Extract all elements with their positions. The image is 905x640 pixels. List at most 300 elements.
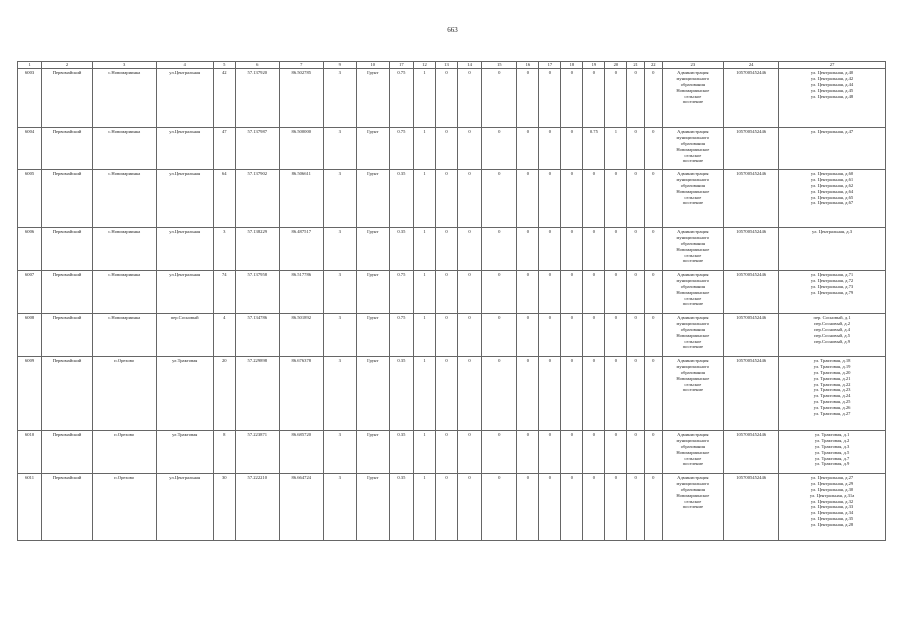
table-cell: ул.Трактовая xyxy=(156,357,213,431)
cell-line: ул. Центральная, д.35 xyxy=(810,516,854,522)
table-cell: с.Новомариинка xyxy=(92,314,156,357)
cell-line: ул. Центральная, д.48 xyxy=(810,93,854,99)
cell-line: ул. Центральная, д.47 xyxy=(810,129,854,134)
cell-line: Администрация xyxy=(677,70,709,75)
table-cell: 0.75 xyxy=(389,314,413,357)
table-cell: 57.134786 xyxy=(235,314,279,357)
table-cell: 0 xyxy=(644,314,662,357)
table-cell: 6006 xyxy=(18,228,42,271)
cell-line: ул. Центральная, д.44 xyxy=(810,81,854,87)
table-cell xyxy=(779,271,886,314)
table-cell: 1057005452446 xyxy=(724,69,779,128)
table-cell: ул.Трактовая xyxy=(156,431,213,474)
table-cell: 0 xyxy=(583,69,605,128)
cell-line: ул. Трактовая, д.23 xyxy=(813,387,851,393)
table-cell: Грунт xyxy=(356,271,389,314)
table-cell: 0 xyxy=(583,228,605,271)
table-cell: 0 xyxy=(435,271,457,314)
table-cell xyxy=(779,474,886,541)
cell-line: поселение xyxy=(682,344,703,350)
table-cell: 1057005452446 xyxy=(724,357,779,431)
column-header: 3 xyxy=(92,62,156,69)
cell-line: ул. Центральная, д.64 xyxy=(810,188,854,194)
table-cell: 0 xyxy=(517,271,539,314)
table-cell: 1 xyxy=(413,170,435,228)
table-cell: 86.685720 xyxy=(279,431,323,474)
cell-line: Новомариинское xyxy=(676,289,710,295)
table-cell: 0 xyxy=(644,474,662,541)
table-cell: 0 xyxy=(583,170,605,228)
table-cell: 0 xyxy=(561,128,583,170)
cell-line: сельское xyxy=(684,152,702,158)
column-header: 27 xyxy=(779,62,886,69)
table-cell: 0 xyxy=(482,474,517,541)
table-cell: 1057005452446 xyxy=(724,271,779,314)
table-cell: 0 xyxy=(435,474,457,541)
table-cell: Первомайский xyxy=(42,170,93,228)
table-cell: с.Новомариинка xyxy=(92,128,156,170)
table-cell: 1 xyxy=(413,431,435,474)
cell-line: Администрация xyxy=(677,171,709,176)
table-cell: 0 xyxy=(644,357,662,431)
table-cell: 57.138229 xyxy=(235,228,279,271)
table-row xyxy=(18,474,886,541)
cell-line: поселение xyxy=(682,461,703,467)
cell-line: Новомариинское xyxy=(676,87,710,93)
table-cell: 1057005452446 xyxy=(724,228,779,271)
table-cell: 47 xyxy=(213,128,235,170)
table-cell xyxy=(662,228,724,271)
table-cell: 1 xyxy=(413,474,435,541)
table-cell: ул.Центральная xyxy=(156,228,213,271)
table-row xyxy=(18,128,886,170)
table-cell xyxy=(779,128,886,170)
table-cell: 57.222210 xyxy=(235,474,279,541)
table-cell: 86.676378 xyxy=(279,357,323,431)
table-cell: 3 xyxy=(323,357,356,431)
cell-line: Новомариинское xyxy=(676,146,710,152)
table-cell: 0 xyxy=(482,128,517,170)
table-cell: 0 xyxy=(605,314,627,357)
table-cell: 0 xyxy=(627,170,645,228)
table-cell: 57.223871 xyxy=(235,431,279,474)
cell-line: Администрация xyxy=(677,358,709,363)
table-cell xyxy=(662,170,724,228)
cell-line: сельское xyxy=(684,93,702,99)
table-cell: 0 xyxy=(583,314,605,357)
cell-line: ул. Трактовая, д.2 xyxy=(814,437,850,443)
table-cell: 0 xyxy=(482,69,517,128)
table-cell: п.Орехово xyxy=(92,357,156,431)
table-cell: 0 xyxy=(517,228,539,271)
cell-line: Новомариинское xyxy=(676,375,710,381)
table-cell: 0 xyxy=(605,69,627,128)
table-cell: 57.137987 xyxy=(235,128,279,170)
column-header: 21 xyxy=(627,62,645,69)
header-row xyxy=(18,62,886,69)
cell-line: ул. Центральная, д.42 xyxy=(810,75,854,81)
cell-line: образования xyxy=(680,182,705,188)
table-cell: 0 xyxy=(435,431,457,474)
table-cell: 30 xyxy=(213,474,235,541)
table-cell: Первомайский xyxy=(42,431,93,474)
cell-line: Администрация xyxy=(677,229,709,234)
cell-line: муниципального xyxy=(676,134,710,140)
column-header: 6 xyxy=(235,62,279,69)
table-cell: 0 xyxy=(517,314,539,357)
cell-line: ул. Центральная, д.61 xyxy=(810,176,854,182)
table-cell: 74 xyxy=(213,271,235,314)
table-cell: 0 xyxy=(627,228,645,271)
table-cell: 0 xyxy=(627,271,645,314)
cell-line: Администрация xyxy=(677,272,709,277)
column-header: 17 xyxy=(539,62,561,69)
column-header: 1 xyxy=(18,62,42,69)
table-cell: 0 xyxy=(517,170,539,228)
table-cell: 0.75 xyxy=(389,271,413,314)
table-cell: 57.137920 xyxy=(235,69,279,128)
cell-line: образования xyxy=(680,326,705,332)
table-cell: 1057005452446 xyxy=(724,474,779,541)
cell-line: сельское xyxy=(684,194,702,200)
table-cell: 0 xyxy=(539,170,561,228)
table-cell: 3 xyxy=(323,228,356,271)
cell-line: Новомариинское xyxy=(676,492,710,498)
table-cell: 1057005452446 xyxy=(724,128,779,170)
table-cell: 0 xyxy=(517,69,539,128)
table-cell: 0 xyxy=(605,228,627,271)
table-cell: 1 xyxy=(413,314,435,357)
cell-line: образования xyxy=(680,240,705,246)
table-cell: 0 xyxy=(482,271,517,314)
table-cell: 0 xyxy=(644,128,662,170)
table-cell: 0 xyxy=(517,357,539,431)
table-cell: 0 xyxy=(644,271,662,314)
table-cell: 0 xyxy=(517,431,539,474)
road-registry-table xyxy=(17,61,886,541)
table-cell: 42 xyxy=(213,69,235,128)
cell-line: ул. Центральная, д.72 xyxy=(810,277,854,283)
table-cell: Первомайский xyxy=(42,128,93,170)
column-header: 18 xyxy=(561,62,583,69)
column-header: 7 xyxy=(279,62,323,69)
table-cell: 0 xyxy=(457,431,481,474)
table-cell: 0 xyxy=(605,474,627,541)
table-cell: Грунт xyxy=(356,431,389,474)
column-header: 23 xyxy=(662,62,724,69)
cell-line: ул. Трактовая, д.7 xyxy=(814,455,850,461)
table-cell xyxy=(779,170,886,228)
table-cell: 0.75 xyxy=(583,128,605,170)
cell-line: муниципального xyxy=(676,75,710,81)
table-cell: 0 xyxy=(539,474,561,541)
table-cell: Первомайский xyxy=(42,357,93,431)
cell-line: ул. Центральная, д.28 xyxy=(810,522,854,527)
table-cell: 57.137902 xyxy=(235,170,279,228)
cell-line: пер.Сосновый, д.2 xyxy=(814,320,851,326)
column-header: 16 xyxy=(517,62,539,69)
table-cell xyxy=(662,128,724,170)
table-cell: 0 xyxy=(644,431,662,474)
table-row xyxy=(18,314,886,357)
table-row xyxy=(18,228,886,271)
cell-line: ул. Центральная, д.3 xyxy=(812,229,853,234)
cell-line: ул. Трактовая, д.26 xyxy=(813,405,851,410)
table-cell: 1057005452446 xyxy=(724,170,779,228)
table-cell: 6011 xyxy=(18,474,42,541)
table-cell: 0.35 xyxy=(389,228,413,271)
table-cell: 0 xyxy=(627,128,645,170)
cell-line: образования xyxy=(680,443,705,449)
table-cell: 0 xyxy=(605,431,627,474)
table-cell: 0 xyxy=(561,314,583,357)
table-cell: 0 xyxy=(627,431,645,474)
cell-line: поселение xyxy=(682,200,703,206)
table-row xyxy=(18,357,886,431)
table-cell: с.Новомариинка xyxy=(92,69,156,128)
table-cell: 0 xyxy=(539,228,561,271)
cell-line: поселение xyxy=(682,301,703,307)
table-cell: Грунт xyxy=(356,170,389,228)
table-cell: 0 xyxy=(539,357,561,431)
page-number: 663 xyxy=(447,26,458,34)
cell-line: ул. Центральная, д.60 xyxy=(810,171,854,176)
column-header: 17 xyxy=(389,62,413,69)
column-header: 2 xyxy=(42,62,93,69)
table-cell: Первомайский xyxy=(42,228,93,271)
cell-line: ул. Центральная, д.33 xyxy=(810,504,854,510)
column-header: 5 xyxy=(213,62,235,69)
table-cell: 3 xyxy=(213,228,235,271)
table-cell: 0.35 xyxy=(389,431,413,474)
cell-line: ул. Центральная, д.65 xyxy=(810,194,854,200)
cell-line: ул. Центральная, д.67 xyxy=(810,200,854,206)
cell-line: поселение xyxy=(682,158,703,164)
table-cell: 57.137958 xyxy=(235,271,279,314)
table-cell: 3 xyxy=(323,314,356,357)
table-cell: 6003 xyxy=(18,69,42,128)
table-cell: 1057005452446 xyxy=(724,314,779,357)
cell-line: ул. Трактовая, д.20 xyxy=(813,369,851,375)
table-cell: 3 xyxy=(323,271,356,314)
cell-line: ул. Центральная, д.29 xyxy=(810,480,854,486)
table-cell: 0 xyxy=(627,314,645,357)
cell-line: сельское xyxy=(684,252,702,258)
cell-line: Администрация xyxy=(677,315,709,320)
table-cell: 86.517786 xyxy=(279,271,323,314)
table-cell: 64 xyxy=(213,170,235,228)
column-header: 4 xyxy=(156,62,213,69)
table-cell: 86.502785 xyxy=(279,69,323,128)
table-cell: 0 xyxy=(457,474,481,541)
table-cell: 6005 xyxy=(18,170,42,228)
table-cell: 0 xyxy=(627,357,645,431)
table-cell: 1 xyxy=(413,271,435,314)
column-header: 15 xyxy=(482,62,517,69)
table-cell: ул.Центральная xyxy=(156,128,213,170)
cell-line: ул. Центральная, д.40 xyxy=(810,70,854,75)
table-cell: 0 xyxy=(435,128,457,170)
table-cell: п.Орехово xyxy=(92,474,156,541)
table-cell: 0 xyxy=(583,431,605,474)
table-cell xyxy=(779,431,886,474)
table-cell: 20 xyxy=(213,357,235,431)
column-header: 9 xyxy=(323,62,356,69)
cell-line: ул. Трактовая, д.19 xyxy=(813,363,851,369)
table-cell: 0 xyxy=(627,474,645,541)
table-cell: 1 xyxy=(413,69,435,128)
table-cell xyxy=(779,228,886,271)
table-cell: 3 xyxy=(323,170,356,228)
cell-line: ул. Трактовая, д.18 xyxy=(813,358,851,363)
table-cell xyxy=(662,314,724,357)
cell-line: ул. Центральная, д.34 xyxy=(810,510,854,516)
table-cell: с.Новомариинка xyxy=(92,228,156,271)
column-header: 10 xyxy=(356,62,389,69)
cell-line: ул. Центральная, д.31а xyxy=(809,492,855,498)
cell-line: муниципального xyxy=(676,234,710,240)
cell-line: ул. Трактовая, д.25 xyxy=(813,399,851,405)
table-cell: 86.506611 xyxy=(279,170,323,228)
table-cell: 0.75 xyxy=(389,128,413,170)
table-row xyxy=(18,69,886,128)
cell-line: поселение xyxy=(682,99,703,105)
table-cell: Первомайский xyxy=(42,69,93,128)
cell-line: Новомариинское xyxy=(676,246,710,252)
table-cell: 0 xyxy=(435,357,457,431)
table-cell: ул.Центральная xyxy=(156,69,213,128)
table-cell: ул.Центральная xyxy=(156,474,213,541)
table-row xyxy=(18,170,886,228)
table-cell: 0 xyxy=(539,314,561,357)
table-cell: 6008 xyxy=(18,314,42,357)
table-cell: 0 xyxy=(583,271,605,314)
table-cell: 3 xyxy=(323,128,356,170)
table-cell xyxy=(662,474,724,541)
table-cell: 0 xyxy=(457,128,481,170)
table-cell: 3 xyxy=(323,431,356,474)
cell-line: пер. Сосновый, д.1 xyxy=(813,315,851,320)
table-cell: 8 xyxy=(213,431,235,474)
table-cell: 0 xyxy=(482,357,517,431)
cell-line: сельское xyxy=(684,381,702,387)
table-cell xyxy=(779,357,886,431)
cell-line: Новомариинское xyxy=(676,449,710,455)
table-cell: ул.Центральная xyxy=(156,271,213,314)
table-cell: 0 xyxy=(539,431,561,474)
table-cell: 0 xyxy=(457,228,481,271)
cell-line: пер.Сосновый, д.9 xyxy=(814,338,851,344)
table-cell: 0 xyxy=(644,228,662,271)
table-cell: п.Орехово xyxy=(92,431,156,474)
table-cell: 0 xyxy=(517,474,539,541)
table-cell: 0 xyxy=(644,170,662,228)
table-cell: 0.35 xyxy=(389,474,413,541)
cell-line: пер.Сосновый, д.5 xyxy=(814,332,851,338)
cell-line: Новомариинское xyxy=(676,188,710,194)
table-cell xyxy=(779,314,886,357)
cell-line: поселение xyxy=(682,258,703,264)
cell-line: ул. Трактовая, д.21 xyxy=(813,375,851,381)
table-cell: 0 xyxy=(457,357,481,431)
table-cell: 0 xyxy=(517,128,539,170)
cell-line: Новомариинское xyxy=(676,332,710,338)
table-cell: 0 xyxy=(583,474,605,541)
table-cell: 4 xyxy=(213,314,235,357)
table-cell: 0 xyxy=(539,271,561,314)
cell-line: ул. Центральная, д.45 xyxy=(810,87,854,93)
table-cell: 0 xyxy=(457,271,481,314)
table-row xyxy=(18,271,886,314)
cell-line: ул. Центральная, д.30 xyxy=(810,486,854,492)
table-cell: Грунт xyxy=(356,357,389,431)
table-cell: 0 xyxy=(627,69,645,128)
table-cell: 1 xyxy=(413,128,435,170)
table-cell: 6004 xyxy=(18,128,42,170)
cell-line: ул. Трактовая, д.5 xyxy=(814,449,850,455)
table-cell: Грунт xyxy=(356,69,389,128)
cell-line: муниципального xyxy=(676,176,710,182)
table-cell: 0 xyxy=(561,271,583,314)
cell-line: поселение xyxy=(682,504,703,510)
cell-line: сельское xyxy=(684,295,702,301)
cell-line: ул. Центральная, д.27 xyxy=(810,475,854,480)
table-cell: Грунт xyxy=(356,128,389,170)
column-header: 13 xyxy=(435,62,457,69)
table-cell xyxy=(662,271,724,314)
table-cell: 6009 xyxy=(18,357,42,431)
table-cell: 0.75 xyxy=(389,69,413,128)
cell-line: образования xyxy=(680,486,705,492)
column-header: 19 xyxy=(583,62,605,69)
table-cell: 0 xyxy=(561,357,583,431)
table-cell: 0 xyxy=(644,69,662,128)
table-cell: 0 xyxy=(605,357,627,431)
cell-line: Администрация xyxy=(677,432,709,437)
table-cell: 6010 xyxy=(18,431,42,474)
column-header: 24 xyxy=(724,62,779,69)
table-cell: 0 xyxy=(561,474,583,541)
table-cell: 0 xyxy=(561,431,583,474)
table-cell: 0 xyxy=(435,228,457,271)
table-cell: 1057005452446 xyxy=(724,431,779,474)
cell-line: образования xyxy=(680,81,705,87)
table-cell: 57.229898 xyxy=(235,357,279,431)
cell-line: ул. Центральная, д.32 xyxy=(810,498,854,504)
cell-line: сельское xyxy=(684,338,702,344)
cell-line: сельское xyxy=(684,455,702,461)
table-row xyxy=(18,431,886,474)
table-cell: пер.Сосновый xyxy=(156,314,213,357)
table-cell: 0 xyxy=(482,170,517,228)
table-cell: 3 xyxy=(323,474,356,541)
table-cell: 0 xyxy=(457,69,481,128)
table-cell: Грунт xyxy=(356,314,389,357)
cell-line: муниципального xyxy=(676,320,710,326)
cell-line: муниципального xyxy=(676,480,710,486)
table-cell: 86.664724 xyxy=(279,474,323,541)
table-cell: 0 xyxy=(435,170,457,228)
cell-line: ул. Центральная, д.62 xyxy=(810,182,854,188)
table-cell xyxy=(662,69,724,128)
table-cell xyxy=(779,69,886,128)
cell-line: образования xyxy=(680,369,705,375)
cell-line: ул. Трактовая, д.3 xyxy=(814,443,850,449)
cell-line: ул. Центральная, д.73 xyxy=(810,283,854,289)
column-header: 12 xyxy=(413,62,435,69)
cell-line: муниципального xyxy=(676,277,710,283)
table-cell: ул.Центральная xyxy=(156,170,213,228)
